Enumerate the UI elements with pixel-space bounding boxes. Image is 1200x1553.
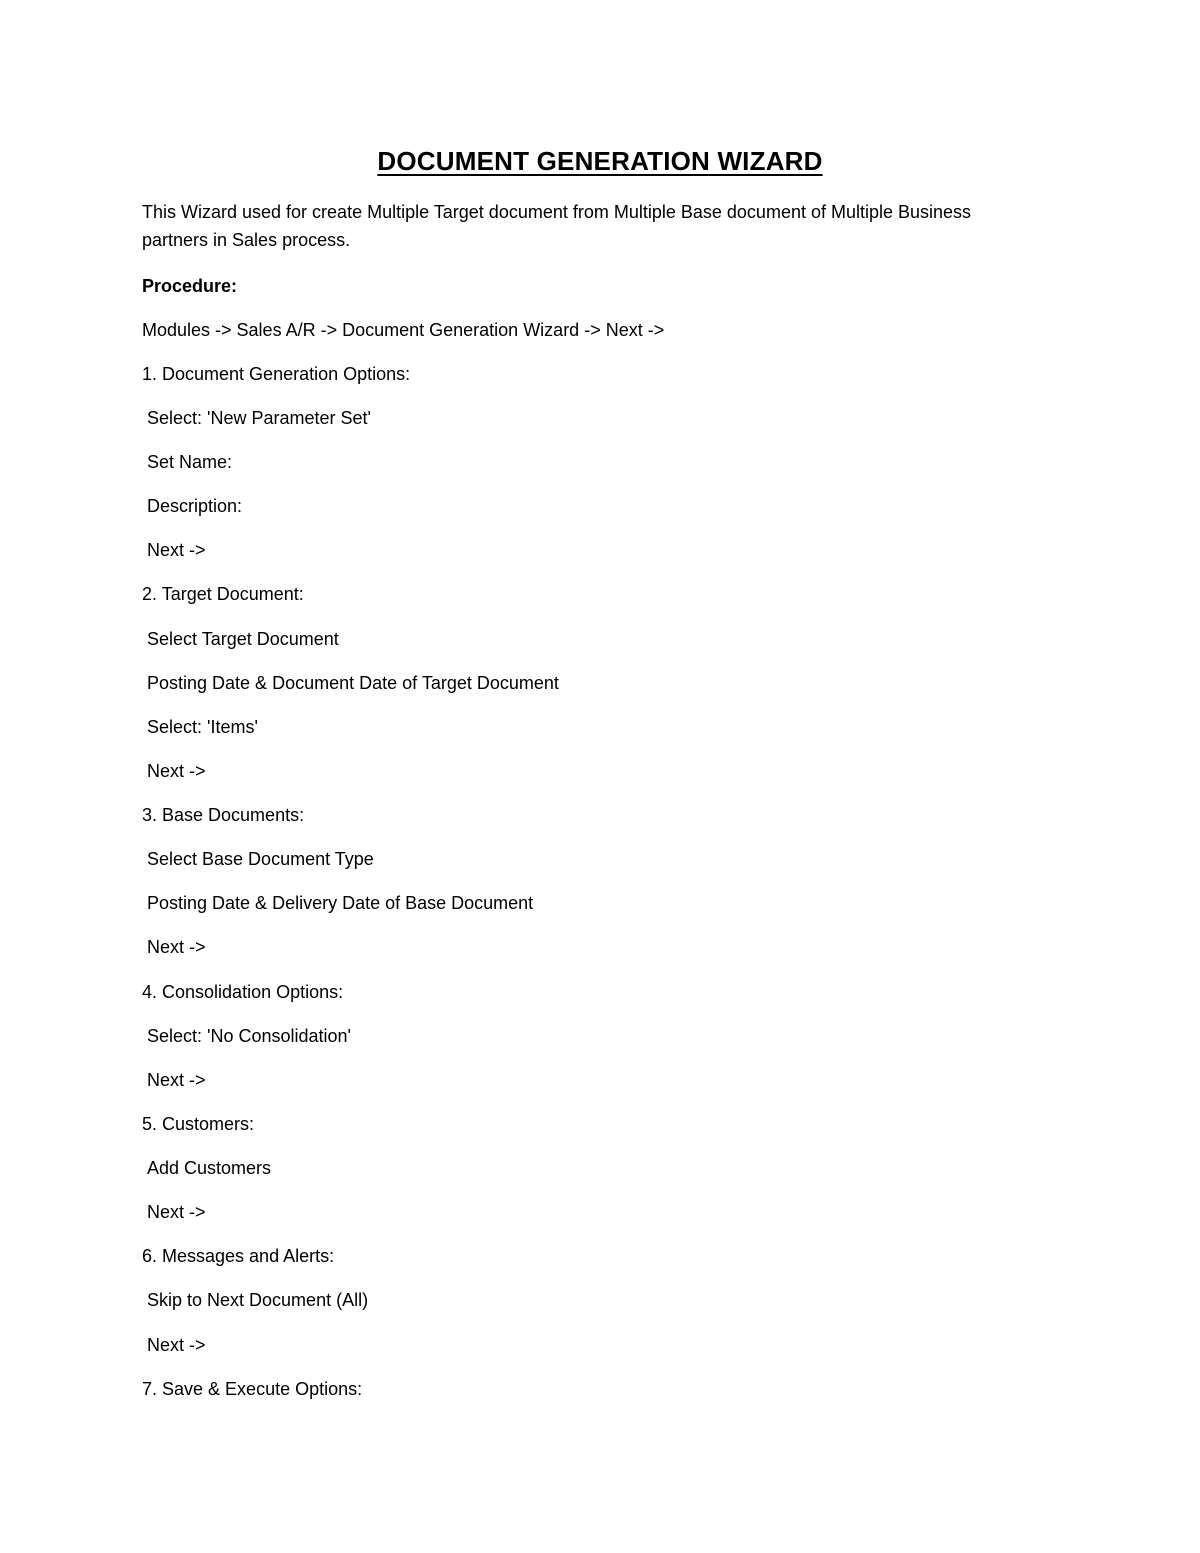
step-heading: 2. Target Document: <box>142 584 304 604</box>
navigation-path: Modules -> Sales A/R -> Document Generation Wizard -> Next -> <box>142 320 665 340</box>
step-item: Select Target Document <box>147 629 339 649</box>
step-item: Add Customers <box>147 1158 272 1178</box>
step-item: Next -> <box>147 937 206 957</box>
step-item: Posting Date & Delivery Date of Base Document <box>147 893 534 913</box>
procedure-label: Procedure: <box>142 276 238 296</box>
step-heading: 1. Document Generation Options: <box>142 364 411 384</box>
intro-paragraph: This Wizard used for create Multiple Target document from Multiple Base document of Multiple Business partners in Sales process. <box>142 202 972 250</box>
step-item: Next -> <box>147 761 206 781</box>
step-item: Next -> <box>147 540 206 560</box>
step-item: Next -> <box>147 1070 206 1090</box>
step-heading: 3. Base Documents: <box>142 805 305 825</box>
step-item: Select: 'New Parameter Set' <box>147 408 371 428</box>
step-heading: 7. Save & Execute Options: <box>142 1379 363 1399</box>
step-heading: 4. Consolidation Options: <box>142 982 344 1002</box>
step-item: Posting Date & Document Date of Target Document <box>147 673 559 693</box>
document-title: DOCUMENT GENERATION WIZARD <box>377 146 823 176</box>
step-item: Select Base Document Type <box>147 849 374 869</box>
step-item: Select: 'Items' <box>147 717 258 737</box>
step-item: Select: 'No Consolidation' <box>147 1026 351 1046</box>
step-heading: 5. Customers: <box>142 1114 255 1134</box>
step-item: Description: <box>147 496 243 516</box>
step-item: Set Name: <box>147 452 233 472</box>
step-item: Skip to Next Document (All) <box>147 1290 369 1310</box>
step-item: Next -> <box>147 1202 206 1222</box>
step-item: Next -> <box>147 1335 206 1355</box>
step-heading: 6. Messages and Alerts: <box>142 1246 335 1266</box>
